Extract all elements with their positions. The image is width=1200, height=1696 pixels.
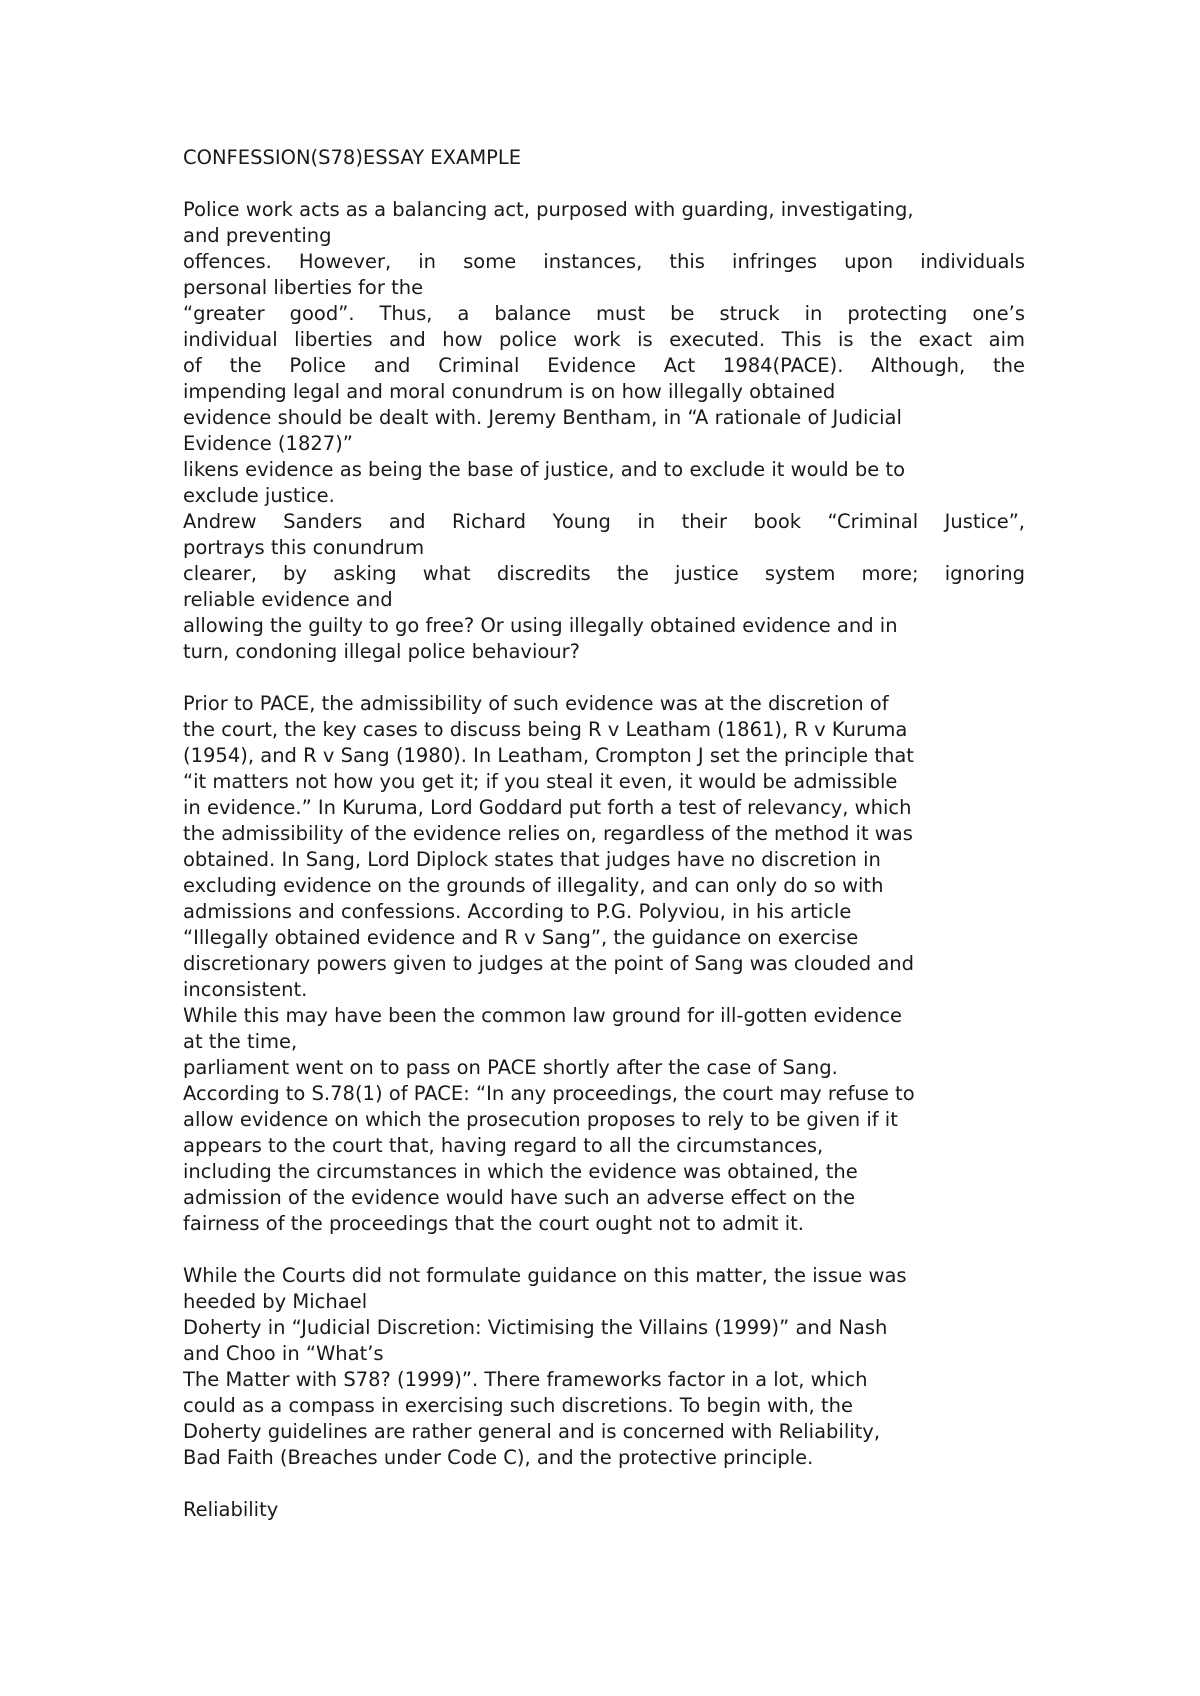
paragraph-line: at the time,: [183, 1030, 298, 1053]
paragraphs-container: [183, 197, 1025, 1471]
paragraph-line: turn, condoning illegal police behaviour?: [183, 640, 581, 663]
paragraph-line: “it matters not how you get it; if you steal it even, it would be admissible: [183, 770, 898, 793]
paragraph-line: portrays this conundrum: [183, 536, 425, 559]
paragraph-line: personal liberties for the: [183, 276, 424, 299]
paragraph-line: allowing the guilty to go free? Or using illegally obtained evidence and in: [183, 614, 898, 637]
document-body: [183, 145, 1025, 1523]
paragraph-line: exclude justice.: [183, 484, 335, 507]
paragraph-line: “Illegally obtained evidence and R v Sang”, the guidance on exercise: [183, 926, 859, 949]
paragraph-line: Police work acts as a balancing act, purposed with guarding, investigating,: [183, 198, 914, 221]
paragraph-line: reliable evidence and: [183, 588, 393, 611]
paragraph-line: (1954), and R v Sang (1980). In Leatham, Crompton J set the principle that: [183, 744, 914, 767]
paragraph-line: obtained. In Sang, Lord Diplock states that judges have no discretion in: [183, 848, 881, 871]
paragraph-line: impending legal and moral conundrum is on how illegally obtained: [183, 380, 836, 403]
paragraph-line: including the circumstances in which the evidence was obtained, the: [183, 1160, 858, 1183]
paragraph-line: discretionary powers given to judges at the point of Sang was clouded and: [183, 952, 915, 975]
paragraph-line: in evidence.” In Kuruma, Lord Goddard put forth a test of relevancy, which: [183, 796, 912, 819]
paragraph-line: admissions and confessions. According to P.G. Polyviou, in his article: [183, 900, 852, 923]
paragraph-line: Doherty in “Judicial Discretion: Victimising the Villains (1999)” and Nash: [183, 1316, 888, 1339]
paragraph-line: likens evidence as being the base of justice, and to exclude it would be to: [183, 458, 906, 481]
paragraph-line: and Choo in “What’s: [183, 1342, 384, 1365]
paragraph-line: Prior to PACE, the admissibility of such evidence was at the discretion of: [183, 692, 889, 715]
document-title: CONFESSION(S78)ESSAY EXAMPLE: [183, 146, 522, 169]
paragraph-line: Evidence (1827)”: [183, 432, 353, 455]
section-heading-reliability: Reliability: [183, 1498, 279, 1521]
paragraph-line: evidence should be dealt with. Jeremy Bentham, in “A rationale of Judicial: [183, 406, 902, 429]
paragraph-line: The Matter with S78? (1999)”. There frameworks factor in a lot, which: [183, 1368, 868, 1391]
paragraph: [183, 197, 1025, 665]
paragraph-line: clearer, by asking what discredits the justice system more; ignoring: [183, 562, 1025, 585]
paragraph-line: admission of the evidence would have such an adverse effect on the: [183, 1186, 856, 1209]
paragraph-line: of the Police and Criminal Evidence Act 1984(PACE). Although, the: [183, 354, 1025, 377]
paragraph-line: inconsistent.: [183, 978, 308, 1001]
paragraph-line: Bad Faith (Breaches under Code C), and the protective principle.: [183, 1446, 814, 1469]
paragraph-line: appears to the court that, having regard to all the circumstances,: [183, 1134, 824, 1157]
paragraph-line: individual liberties and how police work is executed. This is the exact aim: [183, 328, 1025, 351]
paragraph: [183, 691, 1025, 1237]
paragraph-line: While this may have been the common law ground for ill-gotten evidence: [183, 1004, 903, 1027]
paragraph-line: Doherty guidelines are rather general and is concerned with Reliability,: [183, 1420, 881, 1443]
paragraph-line: parliament went on to pass on PACE shortly after the case of Sang.: [183, 1056, 838, 1079]
paragraph-line: “greater good”. Thus, a balance must be struck in protecting one’s: [183, 302, 1025, 325]
paragraph-line: excluding evidence on the grounds of illegality, and can only do so with: [183, 874, 884, 897]
paragraph-line: and preventing: [183, 224, 332, 247]
paragraph-line: heeded by Michael: [183, 1290, 368, 1313]
paragraph: [183, 1263, 1025, 1471]
paragraph-line: While the Courts did not formulate guidance on this matter, the issue was: [183, 1264, 907, 1287]
paragraph-line: fairness of the proceedings that the court ought not to admit it.: [183, 1212, 804, 1235]
paragraph-line: Andrew Sanders and Richard Young in their book “Criminal Justice”,: [183, 510, 1025, 533]
paragraph-line: could as a compass in exercising such discretions. To begin with, the: [183, 1394, 853, 1417]
paragraph-line: the court, the key cases to discuss being R v Leatham (1861), R v Kuruma: [183, 718, 908, 741]
paragraph-line: allow evidence on which the prosecution proposes to rely to be given if it: [183, 1108, 898, 1131]
paragraph-line: the admissibility of the evidence relies on, regardless of the method it was: [183, 822, 913, 845]
paragraph-line: offences. However, in some instances, this infringes upon individuals: [183, 250, 1025, 273]
paragraph-line: According to S.78(1) of PACE: “In any proceedings, the court may refuse to: [183, 1082, 915, 1105]
